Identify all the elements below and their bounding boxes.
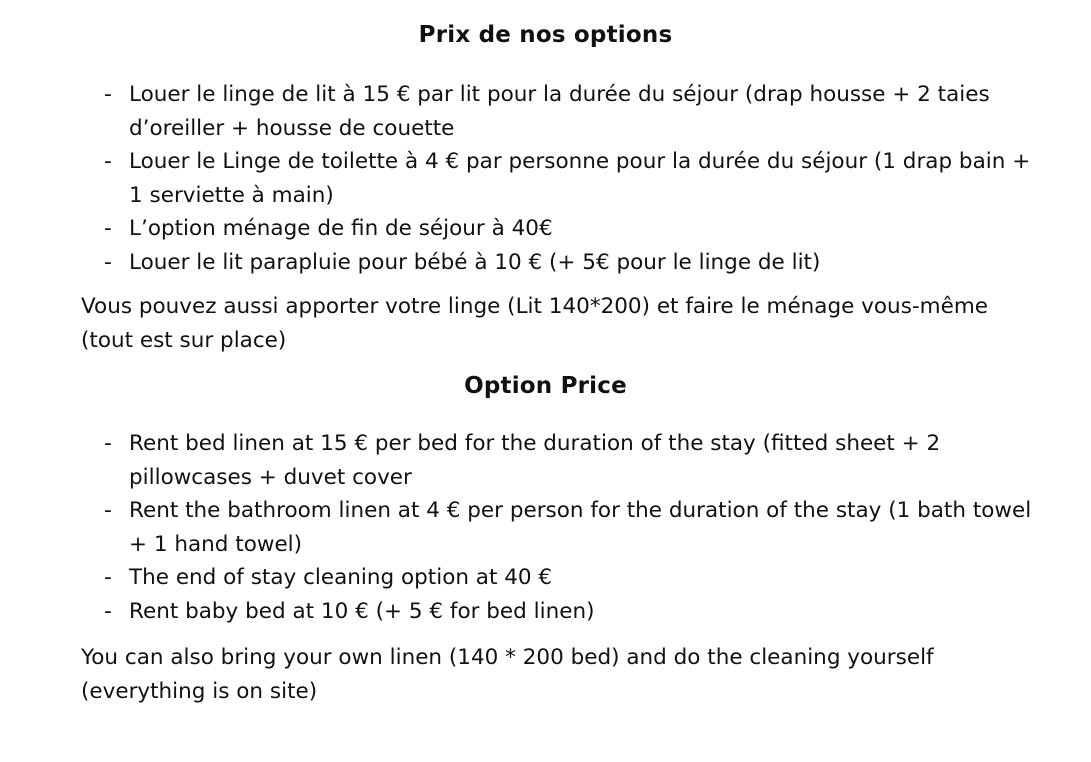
list-item: [104, 595, 1034, 629]
bullet-dash: -: [104, 565, 112, 590]
list-item-text: Louer le Linge de toilette à 4 € par personne pour la durée du séjour (1 drap bain + 1 serviette à main): [129, 149, 1031, 208]
list-item: [104, 494, 1034, 561]
list-item-text: Louer le linge de lit à 15 € par lit pour la durée du séjour (drap housse + 2 taies d’oreiller + housse de couette: [129, 82, 990, 141]
list-item: [104, 561, 1034, 595]
options-list-english: [104, 427, 1034, 628]
list-item-text: Rent bed linen at 15 € per bed for the duration of the stay (fitted sheet + 2 pillowcases + duvet cover: [129, 431, 941, 490]
note-paragraph-french: Vous pouvez aussi apporter votre linge (Lit 140*200) et faire le ménage vous-même (tout est sur place): [81, 294, 988, 353]
list-item-text: Rent the bathroom linen at 4 € per person for the duration of the stay (1 bath towel + 1 hand towel): [129, 498, 1032, 557]
bullet-dash: -: [104, 598, 112, 624]
bullet-dash: -: [104, 216, 112, 241]
list-item-text: L’option ménage de fin de séjour à 40€: [129, 216, 553, 241]
list-item-text: Louer le lit parapluie pour bébé à 10 € (+ 5€ pour le linge de lit): [129, 249, 821, 275]
page-title-french: Prix de nos options: [418, 22, 673, 48]
list-item: [104, 427, 1034, 494]
list-item: [104, 246, 1034, 280]
bullet-dash: -: [104, 82, 112, 107]
list-item-text: The end of stay cleaning option at 40 €: [129, 565, 553, 590]
bullet-dash: -: [104, 249, 112, 275]
bullet-dash: -: [104, 149, 112, 174]
bullet-dash: -: [104, 431, 112, 456]
options-list-french: [104, 78, 1034, 279]
list-item-text: Rent baby bed at 10 € (+ 5 € for bed linen): [129, 598, 595, 624]
note-paragraph-english: You can also bring your own linen (140 * 200 bed) and do the cleaning yourself (everything is on site): [81, 645, 934, 704]
list-item: [104, 78, 1034, 145]
bullet-dash: -: [104, 498, 112, 523]
list-item: [104, 212, 1034, 246]
page-title-english: Option Price: [464, 373, 627, 399]
list-item: [104, 145, 1034, 212]
